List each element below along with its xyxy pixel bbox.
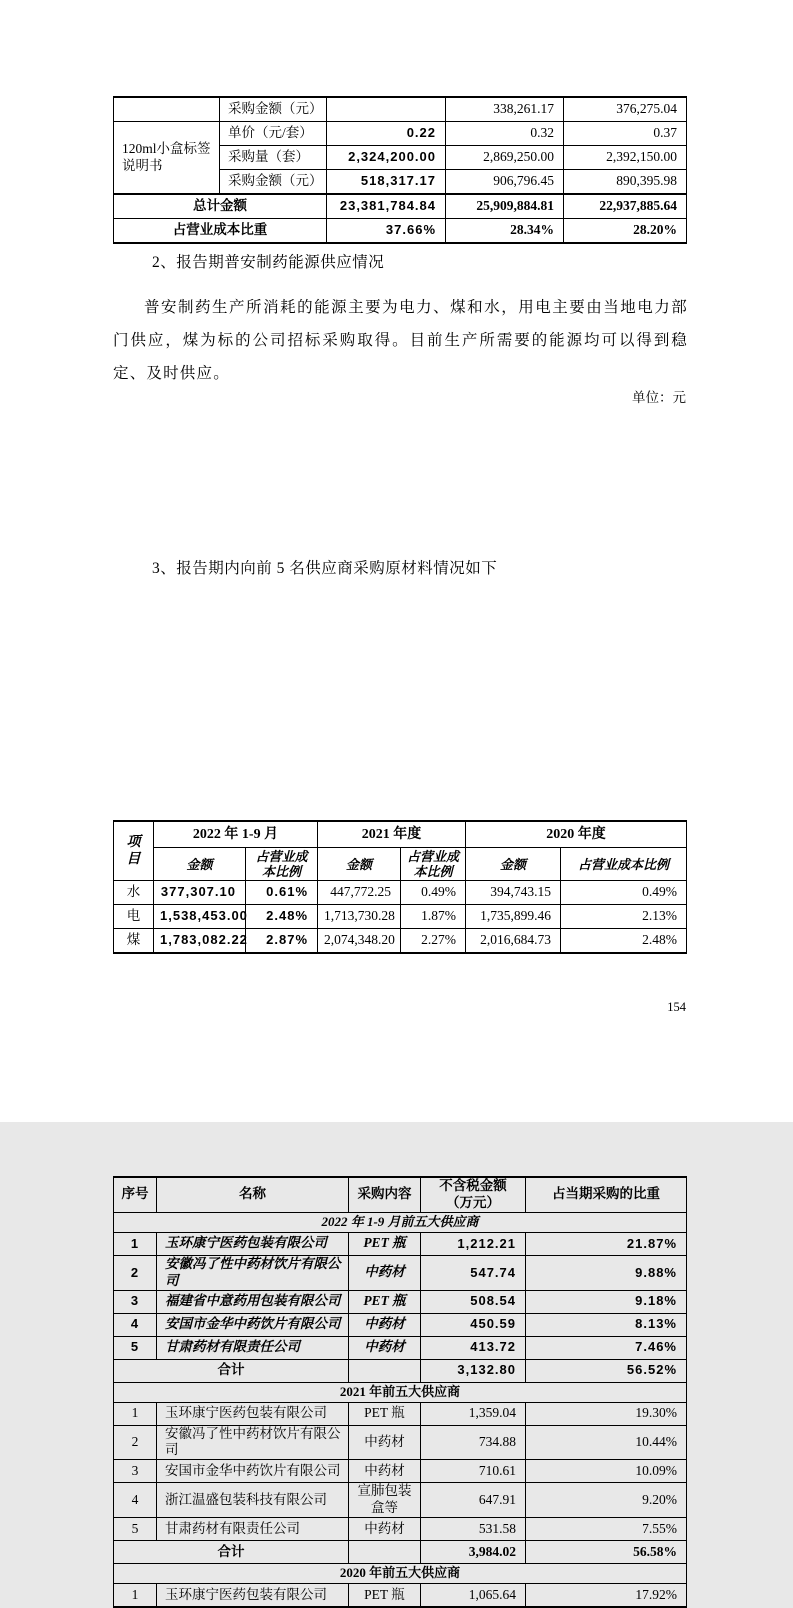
supplier-row — [114, 1584, 687, 1608]
supplier-name: 玉环康宁医药包装有限公司 — [157, 1402, 349, 1425]
value-2021: 0.32 — [446, 122, 564, 146]
amount: 647.91 — [421, 1483, 526, 1518]
col-header-ratio: 占当期采购的比重 — [526, 1177, 687, 1212]
purchase-content: PET 瓶 — [349, 1584, 421, 1608]
ratio-2020: 0.49% — [561, 881, 687, 905]
metric-label: 采购金额（元） — [220, 170, 327, 195]
supplier-row — [114, 1425, 687, 1460]
value-2022: 2,324,200.00 — [327, 146, 446, 170]
ratio: 7.55% — [526, 1518, 687, 1541]
total-amount: 3,132.80 — [421, 1359, 526, 1382]
supplier-row — [114, 1232, 687, 1255]
amount-2021: 447,772.25 — [318, 881, 401, 905]
value-2020: 890,395.98 — [564, 170, 687, 195]
ratio: 10.09% — [526, 1460, 687, 1483]
energy-item: 煤 — [114, 929, 154, 954]
purchase-content: 中药材 — [349, 1518, 421, 1541]
energy-paragraph: 普安制药生产所消耗的能源主要为电力、煤和水，用电主要由当地电力部门供应，煤为标的公司招标采购取得。目前生产所需要的能源均可以得到稳定、及时供应。 — [113, 299, 688, 382]
ratio-2022: 2.87% — [246, 929, 318, 954]
ratio-2021: 0.49% — [401, 881, 466, 905]
group-header-2020 — [114, 1564, 687, 1584]
purchase-content: PET 瓶 — [349, 1290, 421, 1313]
amount-header: 金额 — [154, 848, 246, 881]
supplier-name: 玉环康宁医药包装有限公司 — [157, 1232, 349, 1255]
supplier-row — [114, 1460, 687, 1483]
energy-table — [113, 820, 687, 954]
ratio: 8.13% — [526, 1313, 687, 1336]
amount-2021: 2,074,348.20 — [318, 929, 401, 954]
amount: 531.58 — [421, 1518, 526, 1541]
suppliers-table — [113, 1176, 687, 1608]
group-title: 2020 年前五大供应商 — [114, 1564, 687, 1584]
total-label: 总计金额 — [114, 194, 327, 219]
total-label: 合计 — [114, 1541, 349, 1564]
supplier-no: 4 — [114, 1313, 157, 1336]
total-2021: 25,909,884.81 — [446, 194, 564, 219]
table-row — [114, 122, 687, 146]
supplier-name: 玉环康宁医药包装有限公司 — [157, 1584, 349, 1608]
purchase-content: 中药材 — [349, 1336, 421, 1359]
group-title: 2021 年前五大供应商 — [114, 1382, 687, 1402]
supplier-no: 4 — [114, 1483, 157, 1518]
table-row — [114, 97, 687, 122]
page-number: 154 — [667, 1000, 686, 1014]
total-ratio: 56.52% — [526, 1359, 687, 1382]
ratio-row — [114, 219, 687, 244]
amount-2022: 1,538,453.00 — [154, 905, 246, 929]
group-header-2022 — [114, 1212, 687, 1232]
ratio-2022: 37.66% — [327, 219, 446, 244]
supplier-name: 甘肃药材有限责任公司 — [157, 1336, 349, 1359]
col-header-content: 采购内容 — [349, 1177, 421, 1212]
ratio-header: 占营业成本比例 — [246, 848, 318, 881]
ratio: 9.88% — [526, 1255, 687, 1290]
total-row — [114, 194, 687, 219]
amount: 508.54 — [421, 1290, 526, 1313]
group-title: 2022 年 1-9 月前五大供应商 — [114, 1212, 687, 1232]
supplier-row — [114, 1336, 687, 1359]
ratio-2021: 2.27% — [401, 929, 466, 954]
ratio-2020: 2.13% — [561, 905, 687, 929]
metric-label: 单价（元/套） — [220, 122, 327, 146]
table-row — [114, 905, 687, 929]
sub-header-row — [114, 848, 687, 881]
ratio: 10.44% — [526, 1425, 687, 1460]
amount-2020: 394,743.15 — [466, 881, 561, 905]
amount: 1,212.21 — [421, 1232, 526, 1255]
period-2022-header: 2022 年 1-9 月 — [154, 821, 318, 848]
ratio-2020: 2.48% — [561, 929, 687, 954]
ratio: 19.30% — [526, 1402, 687, 1425]
energy-item: 电 — [114, 905, 154, 929]
purchase-content: PET 瓶 — [349, 1232, 421, 1255]
header-row — [114, 1177, 687, 1212]
total-amount: 3,984.02 — [421, 1541, 526, 1564]
total-2022: 23,381,784.84 — [327, 194, 446, 219]
purchase-content: 中药材 — [349, 1425, 421, 1460]
amount-2022: 1,783,082.22 — [154, 929, 246, 954]
purchase-content: 中药材 — [349, 1255, 421, 1290]
procurement-table — [113, 96, 687, 244]
amount: 450.59 — [421, 1313, 526, 1336]
ratio: 21.87% — [526, 1232, 687, 1255]
value-2021: 2,869,250.00 — [446, 146, 564, 170]
supplier-name: 安徽冯了性中药材饮片有限公司 — [157, 1255, 349, 1290]
unit-label: 单位：元 — [632, 390, 686, 405]
supplier-row — [114, 1290, 687, 1313]
purchase-content: 中药材 — [349, 1460, 421, 1483]
amount: 1,359.04 — [421, 1402, 526, 1425]
supplier-row — [114, 1483, 687, 1518]
amount: 413.72 — [421, 1336, 526, 1359]
empty-cell — [349, 1541, 421, 1564]
ratio-2021: 28.34% — [446, 219, 564, 244]
supplier-no: 1 — [114, 1584, 157, 1608]
ratio-label: 占营业成本比重 — [114, 219, 327, 244]
ratio: 9.18% — [526, 1290, 687, 1313]
group-total-row — [114, 1541, 687, 1564]
supplier-no: 5 — [114, 1518, 157, 1541]
value-2020: 2,392,150.00 — [564, 146, 687, 170]
col-header-no: 序号 — [114, 1177, 157, 1212]
supplier-name: 甘肃药材有限责任公司 — [157, 1518, 349, 1541]
amount-2020: 2,016,684.73 — [466, 929, 561, 954]
col-header-name: 名称 — [157, 1177, 349, 1212]
total-label: 合计 — [114, 1359, 349, 1382]
metric-label: 采购金额（元） — [220, 97, 327, 122]
supplier-no: 2 — [114, 1425, 157, 1460]
energy-item: 水 — [114, 881, 154, 905]
amount: 547.74 — [421, 1255, 526, 1290]
item-name-cell: 120ml小盒标签说明书 — [114, 122, 220, 195]
amount-header: 金额 — [318, 848, 401, 881]
section-heading-energy: 2、报告期普安制药能源供应情况 — [152, 254, 385, 271]
group-total-row — [114, 1359, 687, 1382]
value-2020: 0.37 — [564, 122, 687, 146]
value-2022 — [327, 97, 446, 122]
supplier-no: 1 — [114, 1232, 157, 1255]
period-header-row — [114, 821, 687, 848]
supplier-name: 安国市金华中药饮片有限公司 — [157, 1460, 349, 1483]
ratio: 9.20% — [526, 1483, 687, 1518]
ratio: 17.92% — [526, 1584, 687, 1608]
period-2021-header: 2021 年度 — [318, 821, 466, 848]
table-row — [114, 881, 687, 905]
ratio-2021: 1.87% — [401, 905, 466, 929]
supplier-no: 2 — [114, 1255, 157, 1290]
total-ratio: 56.58% — [526, 1541, 687, 1564]
purchase-content: 宣肺包装盒等 — [349, 1483, 421, 1518]
supplier-row — [114, 1402, 687, 1425]
amount-header: 金额 — [466, 848, 561, 881]
group-header-2021 — [114, 1382, 687, 1402]
supplier-name: 安徽冯了性中药材饮片有限公司 — [157, 1425, 349, 1460]
supplier-row — [114, 1313, 687, 1336]
ratio-2022: 0.61% — [246, 881, 318, 905]
amount: 734.88 — [421, 1425, 526, 1460]
col-header-amount: 不含税金额（万元） — [421, 1177, 526, 1212]
ratio-2020: 28.20% — [564, 219, 687, 244]
purchase-content: PET 瓶 — [349, 1402, 421, 1425]
amount: 710.61 — [421, 1460, 526, 1483]
ratio: 7.46% — [526, 1336, 687, 1359]
value-2022: 518,317.17 — [327, 170, 446, 195]
value-2020: 376,275.04 — [564, 97, 687, 122]
supplier-name: 福建省中意药用包装有限公司 — [157, 1290, 349, 1313]
supplier-name: 安国市金华中药饮片有限公司 — [157, 1313, 349, 1336]
empty-cell — [349, 1359, 421, 1382]
ratio-header: 占营业成本比例 — [401, 848, 466, 881]
purchase-content: 中药材 — [349, 1313, 421, 1336]
item-name-cell — [114, 97, 220, 122]
period-2020-header: 2020 年度 — [466, 821, 687, 848]
item-header: 项目 — [114, 821, 154, 881]
supplier-no: 3 — [114, 1460, 157, 1483]
amount-2020: 1,735,899.46 — [466, 905, 561, 929]
ratio-header: 占营业成本比例 — [561, 848, 687, 881]
supplier-row — [114, 1255, 687, 1290]
value-2022: 0.22 — [327, 122, 446, 146]
value-2021: 338,261.17 — [446, 97, 564, 122]
value-2021: 906,796.45 — [446, 170, 564, 195]
supplier-name: 浙江温盛包装科技有限公司 — [157, 1483, 349, 1518]
supplier-no: 5 — [114, 1336, 157, 1359]
amount-2022: 377,307.10 — [154, 881, 246, 905]
amount: 1,065.64 — [421, 1584, 526, 1608]
amount-2021: 1,713,730.28 — [318, 905, 401, 929]
supplier-row — [114, 1518, 687, 1541]
supplier-no: 3 — [114, 1290, 157, 1313]
total-2020: 22,937,885.64 — [564, 194, 687, 219]
ratio-2022: 2.48% — [246, 905, 318, 929]
section-heading-suppliers: 3、报告期内向前 5 名供应商采购原材料情况如下 — [152, 560, 498, 577]
supplier-no: 1 — [114, 1402, 157, 1425]
metric-label: 采购量（套） — [220, 146, 327, 170]
table-row — [114, 929, 687, 954]
